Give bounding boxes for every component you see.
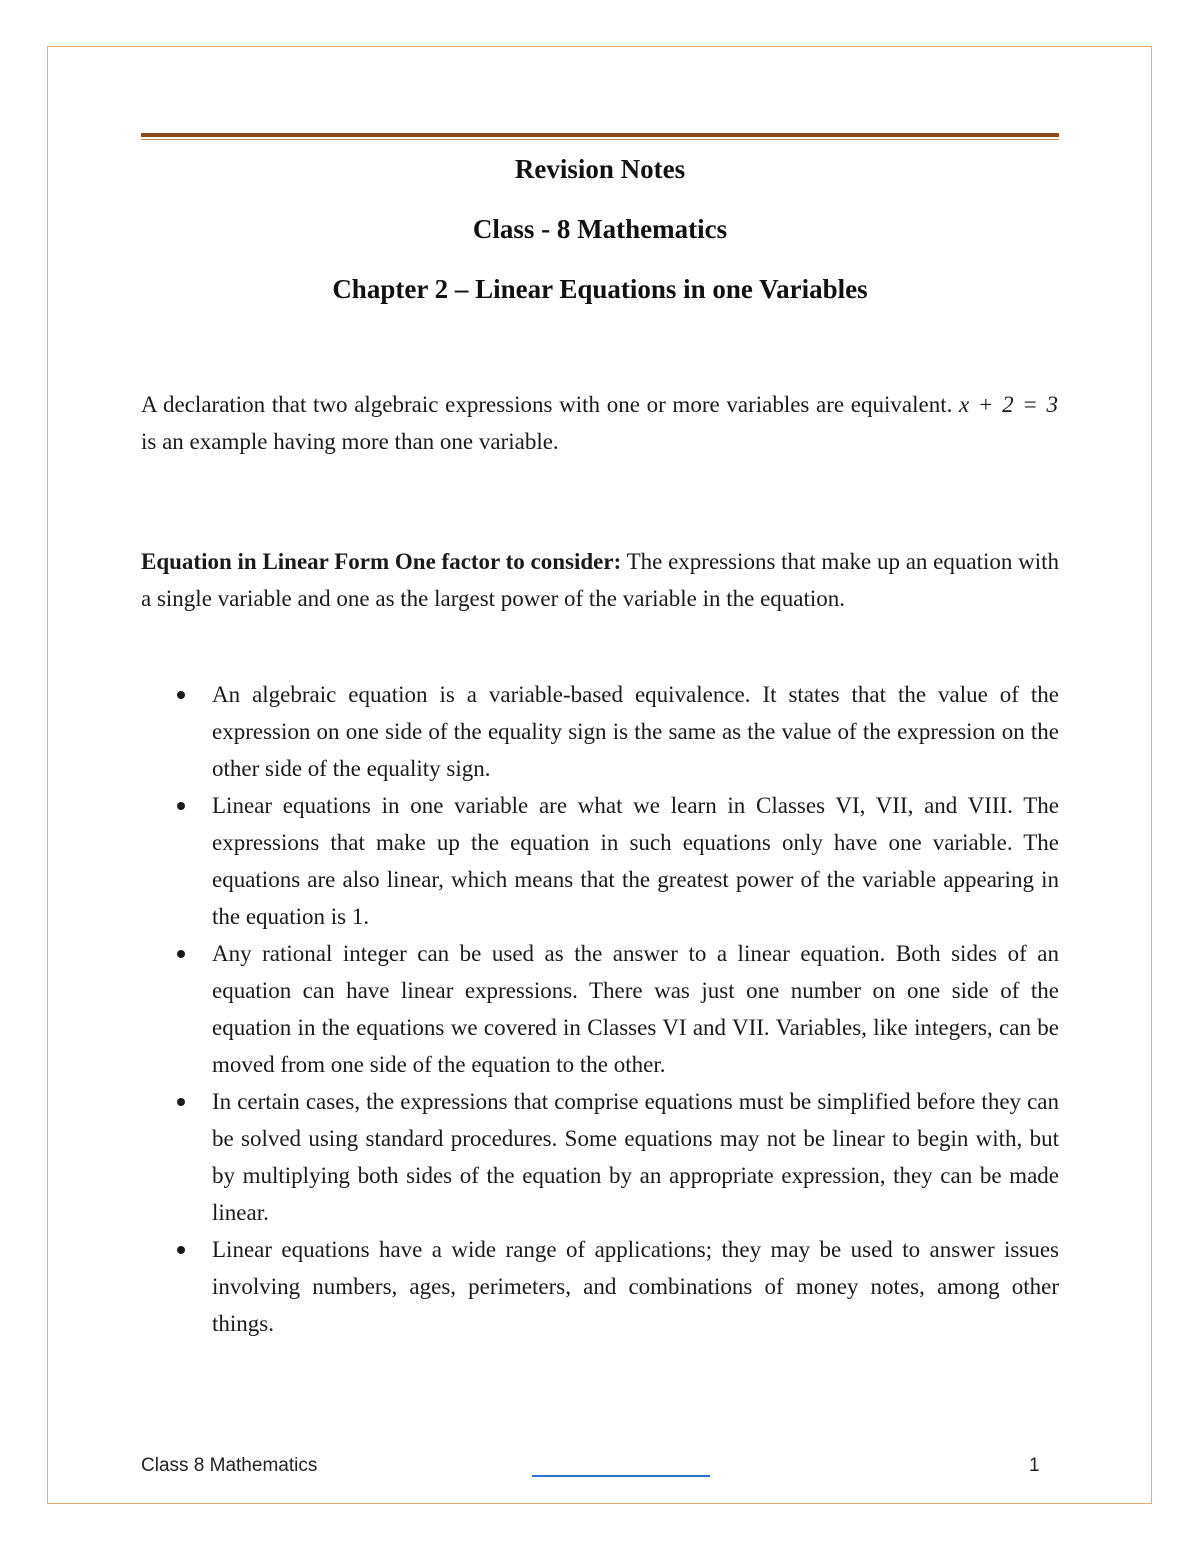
header-rule-thin: [141, 139, 1059, 140]
section-paragraph: [141, 543, 1059, 617]
class-subtitle: Class - 8 Mathematics: [472, 214, 728, 244]
header-rule: [141, 133, 1059, 140]
section-text: The expressions that make up an equation with a single variable and one as the largest power of the variable in the equation.: [141, 549, 1059, 611]
list-item: [141, 1231, 1059, 1342]
bullet-icon: [177, 950, 185, 958]
list-item: [141, 676, 1059, 787]
list-item-text: Linear equations have a wide range of applications; they may be used to answer issues involving numbers, ages, perimeters, and combinations of money notes, among other things.: [212, 1237, 1059, 1336]
list-item: [141, 935, 1059, 1083]
list-item: [141, 1083, 1059, 1231]
bullet-icon: [177, 1246, 185, 1254]
footer-link-rule: [532, 1475, 710, 1477]
list-item-text: In certain cases, the expressions that comprise equations must be simplified before they can be solved using standard procedures. Some equations may not be linear to begin with, but by multiplying both sides of the equation by an appropriate expression, they can be made linear.: [212, 1089, 1059, 1225]
page-number: 1: [1029, 1455, 1040, 1476]
bullet-icon: [177, 691, 185, 699]
list-item-text: Linear equations in one variable are what we learn in Classes VI, VII, and VIII. The expressions that make up the equation in such equations only have one variable. The equations are also linear, which means that the greatest power of the variable appearing in the equation is 1.: [212, 793, 1059, 929]
intro-text-start: A declaration that two algebraic expressions with one or more variables are equivalent.: [141, 392, 960, 417]
section-heading: Equation in Linear Form One factor to consider:: [141, 549, 622, 574]
list-item: [141, 787, 1059, 935]
header-rule-thick: [141, 133, 1059, 137]
math-expression: x + 2 = 3: [959, 392, 1060, 417]
intro-paragraph: [141, 386, 1059, 460]
document-title: Revision Notes: [514, 154, 686, 184]
intro-text-end: is an example having more than one variable.: [141, 429, 559, 454]
bullet-icon: [177, 802, 185, 810]
footer-class-label: Class 8 Mathematics: [141, 1455, 318, 1476]
bullet-list: [141, 676, 1059, 1342]
list-item-text: Any rational integer can be used as the answer to a linear equation. Both sides of an equation can have linear expressions. There was just one number on one side of the equation in the equations we covered in Classes VI and VII. Variables, like integers, can be moved from one side of the equation to the other.: [212, 941, 1059, 1077]
chapter-title: Chapter 2 – Linear Equations in one Variables: [332, 274, 868, 304]
list-item-text: An algebraic equation is a variable-based equivalence. It states that the value of the expression on one side of the equality sign is the same as the value of the expression on the other side of the equality sign.: [212, 682, 1059, 781]
bullet-icon: [177, 1098, 185, 1106]
